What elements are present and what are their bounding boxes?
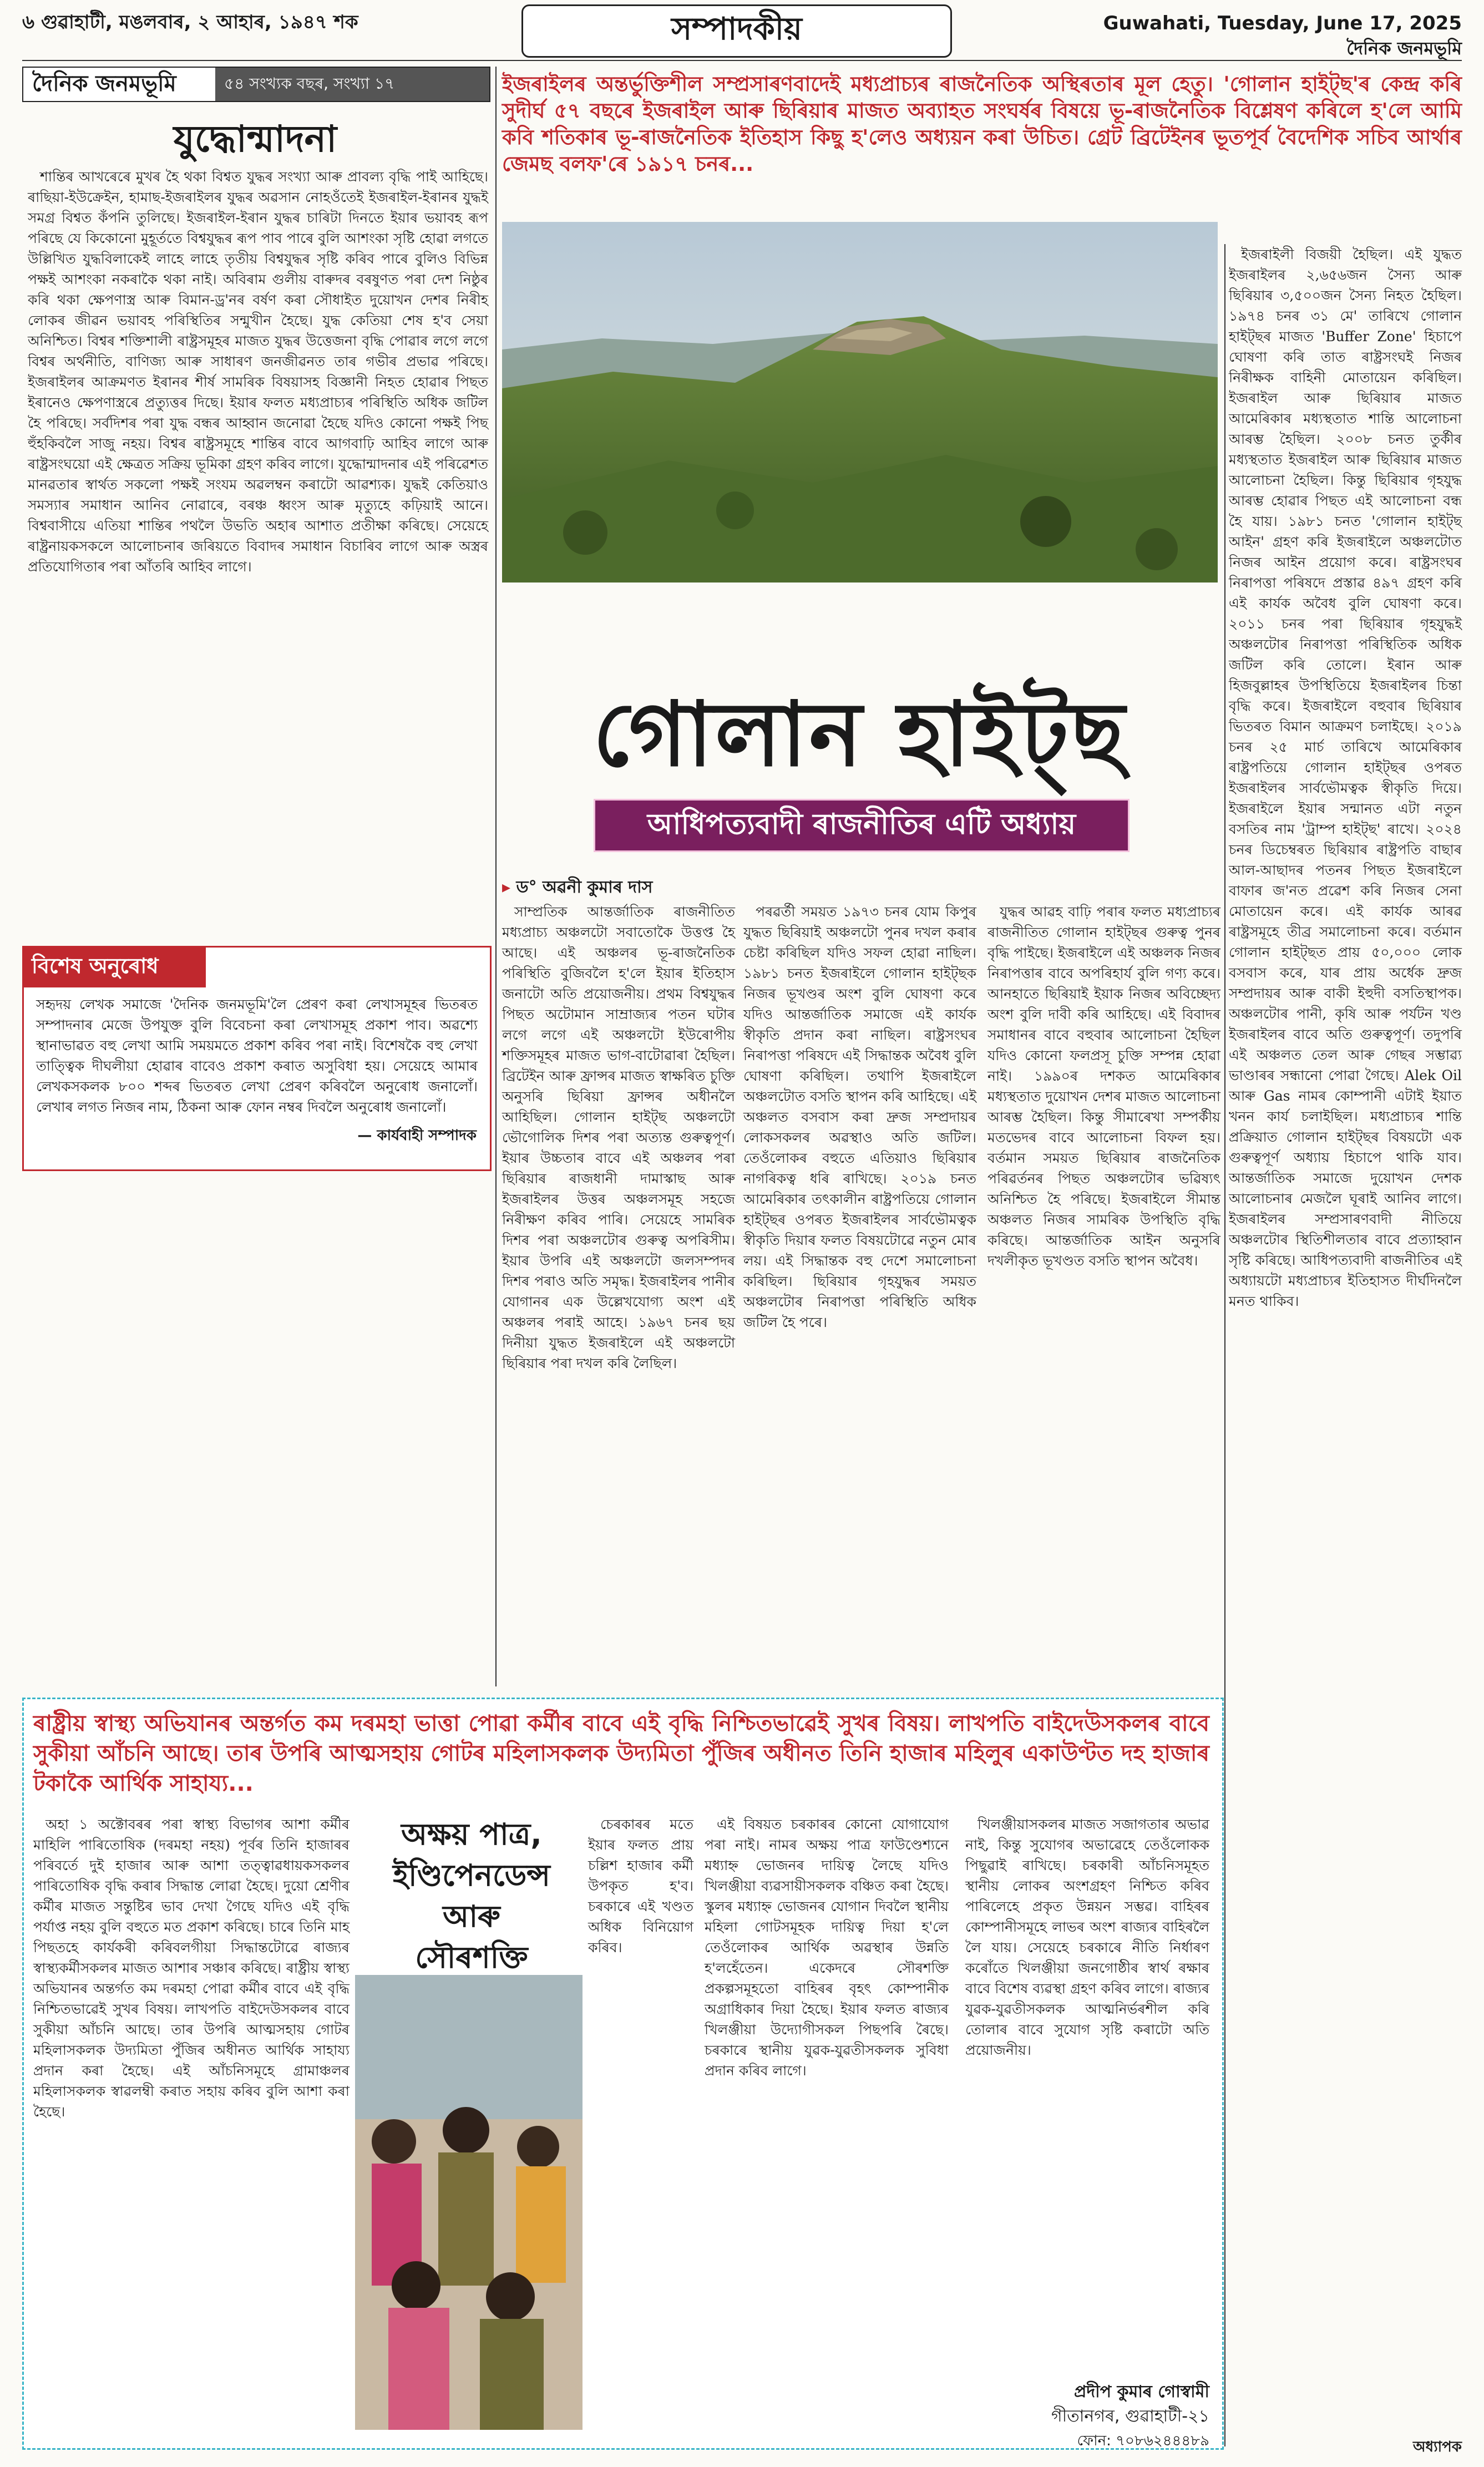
letter-paragraph: অহা ১ অক্টোবৰৰ পৰা স্বাস্থ্য বিভাগৰ আশা কৰ্মীৰ মাহিলি পাৰিতোষিক (দৰমহা নহয়) পূৰ্বৰ তিনি হাজাৰৰ পৰিবৰ্তে দুই হাজাৰ আৰু আশা তত্ত্বাৱধায়কসকলৰ পাৰিতোষিক বৃদ্ধি কৰাৰ সিদ্ধান্ত লোৱা হৈছে। দুয়ো শ্ৰেণীৰ কৰ্মীৰ মাজত সন্তুষ্টিৰ ভাব দেখা গৈছে যদিও এই বৃদ্ধি পৰ্যাপ্ত নহয় বুলি বহুতে মত প্ৰকাশ কৰিছে। চাৰে তিনি মাহ পিছতহে কাৰ্যকৰী কৰিবলগীয়া সিদ্ধান্তটোৱে ৰাজ্যৰ স্বাস্থ্যকৰ্মীসকলৰ মাজত আশাৰ সঞ্চাৰ কৰিছে। ৰাষ্ট্ৰীয় স্বাস্থ্য অভিযানৰ অন্তৰ্গত কম দৰমহা পোৱা কৰ্মীৰ বাবে এই বৃদ্ধি নিশ্চিতভাৱেই সুখৰ বিষয়। লাখপতি বাইদেউসকলৰ বাবে সুকীয়া আঁচনি আছে। তাৰ উপৰি আত্মসহায় গোটৰ মহিলাসকলক উদ্যমিতা পুঁজিৰ অধীনত আৰ্থিক সাহায্য প্ৰদান কৰা হৈছে। এই আঁচনিসমূহে গ্ৰামাঞ্চলৰ মহিলাসকলক স্বাৱলম্বী কৰাত সহায় কৰিব বুলি আশা কৰা হৈছে। — [33, 1816, 350, 2120]
letter-paragraph: এই বিষয়ত চৰকাৰৰ কোনো যোগাযোগ পৰা নাই। নামৰ অক্ষয় পাত্ৰ ফাউণ্ডেশ্যনে মধ্যাহ্ন ভোজনৰ দায়িত্ব লৈছে যদিও খিলঞ্জীয়া ব্যৱসায়ীসকলক বঞ্চিত কৰা হৈছে। স্কুলৰ মধ্যাহ্ন ভোজনৰ যোগান দিবলৈ স্থানীয় মহিলা গোটসমূহক দায়িত্ব দিয়া হ'লে তেওঁলোকৰ আৰ্থিক অৱস্থাৰ উন্নতি হ'লহেঁতেন। একেদৰে সৌৰশক্তি প্ৰকল্পসমূহতো বাহিৰৰ বৃহৎ কোম্পানীক অগ্ৰাধিকাৰ দিয়া হৈছে। ইয়াৰ ফলত ৰাজ্যৰ খিলঞ্জীয়া উদ্যোগীসকল পিছপৰি ৰৈছে। চৰকাৰে স্থানীয় যুৱক-যুৱতীসকলক সুবিধা প্ৰদান কৰিব লাগে। — [705, 1816, 949, 2079]
header-date: Guwahati, Tuesday, June 17, 2025 — [1103, 12, 1462, 34]
feature-footer: অধ্যাপক — [1412, 2439, 1462, 2455]
letter-signature — [965, 2380, 1209, 2453]
golan-heights-photo — [502, 222, 1218, 582]
feature-column-2 — [743, 901, 976, 1645]
letter-author-phone: ফোন: ৭০৮৬২৪৪৪৮৯ — [1077, 2433, 1209, 2449]
letter-paragraph: খিলঞ্জীয়াসকলৰ মাজত সজাগতাৰ অভাৱ নাই, কিন্তু সুযোগৰ অভাৱেহে তেওঁলোকক পিছুৱাই ৰাখিছে। চৰকাৰী আঁচনিসমূহত স্থানীয় লোকৰ অংশগ্ৰহণ নিশ্চিত কৰিব পাৰিলেহে প্ৰকৃত উন্নয়ন সম্ভৱ। বাহিৰৰ কোম্পানীসমূহে লাভৰ অংশ ৰাজ্যৰ বাহিৰলৈ লৈ যায়। সেয়েহে চৰকাৰে নীতি নিৰ্ধাৰণ কৰোঁতে খিলঞ্জীয়া জনগোষ্ঠীৰ স্বাৰ্থ ৰক্ষাৰ বাবে বিশেষ ব্যৱস্থা গ্ৰহণ কৰিব লাগে। ৰাজ্যৰ যুৱক-যুৱতীসকলক আত্মনিৰ্ভৰশীল কৰি তোলাৰ বাবে সুযোগ সৃষ্টি কৰাটো অতি প্ৰয়োজনীয়। — [965, 1816, 1209, 2058]
masthead-name: দৈনিক জনমভূমি — [32, 71, 176, 97]
special-request-box — [22, 946, 492, 1171]
letter-author-place: গীতানগৰ, গুৱাহাটী-২১ — [1051, 2407, 1209, 2426]
feature-column-1 — [502, 901, 735, 1645]
author-name: ড° অৱনী কুমাৰ দাস — [516, 878, 653, 897]
page-header-left: ৬ গুৱাহাটী, মঙলবাৰ, ২ আহাৰ, ১৯৪৭ শক — [22, 11, 358, 33]
editorial-paragraph: শান্তিৰ আখৰেৰে মুখৰ হৈ থকা বিশ্বত যুদ্ধৰ সংখ্যা আৰু প্ৰাবল্য বৃদ্ধি পাই আহিছে। ৰাছিয়া-ইউক্ৰেইন, হামাছ-ইজৰাইলৰ যুদ্ধৰ অৱসান নোহওঁতেই ইজৰাইল-ইৰানৰ যুদ্ধই সমগ্ৰ বিশ্বত কঁপনি তুলিছে। ইজৰাইল-ইৰান যুদ্ধৰ চাৰিটা দিনতে ইয়াৰ ভয়াবহ ৰূপ পৰিছে যে কিকোনো মুহূৰ্ততে বিশ্বযুদ্ধৰ ৰূপ পাব পাৰে বুলি আশংকা সৃষ্টি হোৱা লগতে উল্লিখিত যুদ্ধবিলাকেই লাহে লাহে তৃতীয় বিশ্বযুদ্ধৰ সৃষ্টি কৰিব পাৰে বুলিও বিভিন্ন পক্ষই আশংকা নকৰাকৈ থকা নাই। অবিৰাম গুলীয় বাৰুদৰ বৰষুণত পৰা দেশ নিষ্ঠুৰ কৰি থকা ক্ষেপণাস্ত্ৰ আৰু বিমান-ড্ৰ'নৰ বৰ্ষণ কৰা সৌধাইত দুয়োখন দেশৰ নিৰীহ লোকৰ জীৱন ভয়াবহ পৰিস্থিতিৰ সন্মুখীন হৈছে। যুদ্ধ কেতিয়া শেষ হ'ব সেয়া অনিশ্চিত। বিশ্বৰ শক্তিশালী ৰাষ্ট্ৰসমূহৰ মাজত যুদ্ধৰ উত্তেজনা বৃদ্ধি পোৱাৰ লগে লগে বিশ্বৰ অৰ্থনীতি, বাণিজ্য আৰু সাধাৰণ জনজীৱনত তাৰ গভীৰ প্ৰভাৱ পৰিছে। ইজৰাইলৰ আক্ৰমণত ইৰানৰ শীৰ্ষ সামৰিক বিষয়াসহ বিজ্ঞানী নিহত হোৱাৰ পিছত ইৰানেও ক্ষেপণাস্ত্ৰৰে প্ৰত্যুত্তৰ দিছে। ইয়াৰ ফলত মধ্যপ্ৰাচ্যৰ পৰিস্থিতি অধিক জটিল হৈ পৰিছে। সৰ্বদিশৰ পৰা যুদ্ধ বন্ধৰ আহ্বান জনোৱা হৈছে যদিও কোনো পক্ষই পিছ হুঁহকিবলৈ সাজু নহয়। বিশ্বৰ ৰাষ্ট্ৰসমূহে শান্তিৰ বাবে আগবাঢ়ি আহিব লাগে আৰু ৰাষ্ট্ৰসংঘয়ো এই ক্ষেত্ৰত সক্ৰিয় ভূমিকা গ্ৰহণ কৰিব লাগে। যুদ্ধোন্মাদনাৰ এই পৰিৱেশত মানৱতাৰ স্বাৰ্থত সকলো পক্ষই সংযম অৱলম্বন কৰাটো আৱশ্যক। যুদ্ধই কেতিয়াও সমস্যাৰ সমাধান আনিব নোৱাৰে, বৰঞ্চ ধ্বংস আৰু মৃত্যুহে কঢ়িয়াই আনে। বিশ্ববাসীয়ে এতিয়া শান্তিৰ পথলৈ উভতি অহাৰ আশাত প্ৰতীক্ষা কৰিছে। সেয়েহে ৰাষ্ট্ৰনায়কসকলে আলোচনাৰ জৰিয়তে বিবাদৰ সমাধান বিচাৰিব লাগে আৰু অস্ত্ৰৰ প্ৰতিযোগিতাৰ পৰা আঁতৰি আহিব লাগে। — [28, 169, 488, 575]
letter-author: প্ৰদীপ কুমাৰ গোস্বামী — [1074, 2382, 1209, 2402]
byline-marker: ▸ — [502, 878, 516, 897]
feature-paragraph: সাম্প্ৰতিক আন্তৰ্জাতিক ৰাজনীতিত মধ্যপ্ৰাচ্য অঞ্চলটো সবাতোকৈ উত্তপ্ত হৈ আছে। এই অঞ্চলৰ ভূ-ৰাজনৈতিক পৰিস্থিতি বুজিবলৈ হ'লে ইয়াৰ ইতিহাস জনাটো অতি প্ৰয়োজনীয়। প্ৰথম বিশ্বযুদ্ধৰ পিছত অটোমান সাম্ৰাজ্যৰ পতন ঘটাৰ লগে লগে এই অঞ্চলটো ইউৰোপীয় শক্তিসমূহৰ মাজত ভাগ-বাটোৱাৰা হৈছিল। ব্ৰিটেইন আৰু ফ্ৰান্সৰ মাজত স্বাক্ষৰিত চুক্তি অনুসৰি ছিৰিয়া ফ্ৰান্সৰ অধীনলৈ আহিছিল। গোলান হাইট্‌ছ অঞ্চলটো ভৌগোলিক দিশৰ পৰা অত্যন্ত গুৰুত্বপূৰ্ণ। ইয়াৰ উচ্চতাৰ বাবে এই অঞ্চলৰ পৰা ছিৰিয়াৰ ৰাজধানী দামাস্কাছ আৰু ইজৰাইলৰ উত্তৰ অঞ্চলসমূহ সহজে নিৰীক্ষণ কৰিব পাৰি। সেয়েহে সামৰিক দিশৰ পৰা অঞ্চলটোৰ গুৰুত্ব অপৰিসীম। ইয়াৰ উপৰি এই অঞ্চলটো জলসম্পদৰ দিশৰ পৰাও অতি সমৃদ্ধ। ইজৰাইলৰ পানীৰ যোগানৰ এক উল্লেখযোগ্য অংশ এই অঞ্চলৰ পৰাই আহে। ১৯৬৭ চনৰ ছয় দিনীয়া যুদ্ধত ইজৰাইলে এই অঞ্চলটো ছিৰিয়াৰ পৰা দখল কৰি লৈছিল। — [502, 904, 735, 1371]
special-request-body: সহৃদয় লেখক সমাজে 'দৈনিক জনমভূমি'লৈ প্ৰেৰণ কৰা লেখাসমূহৰ ভিতৰত সম্পাদনাৰ মেজে উপযুক্ত বুলি বিবেচনা কৰা লেখাসমূহ প্ৰকাশ পাব। অৱশ্যে স্থানাভাৱত বহু লেখা আমি সময়মতে প্ৰকাশ কৰিব পৰা নাই। বিশেষকৈ বহু লেখা তাত্ত্বিক দীঘলীয়া হোৱাৰ বাবেও প্ৰকাশ কৰাত অসুবিধা হয়। সেয়েহে আমাৰ লেখকসকলক ৮০০ শব্দৰ ভিতৰত লেখা প্ৰেৰণ কৰিবলৈ অনুৰোধ জনালোঁ। লেখাৰ লগত নিজৰ নাম, ঠিকনা আৰু ফোন নম্বৰ দিবলৈ অনুৰোধ জনালোঁ। — [36, 996, 478, 1115]
masthead — [22, 67, 490, 102]
letter-column-3 — [965, 1814, 1209, 2369]
letter-column-1 — [33, 1814, 350, 2441]
editorial-body — [28, 166, 488, 904]
feature-column-4 — [1229, 244, 1462, 2452]
feature-column-3 — [987, 901, 1220, 1645]
special-request-heading: বিশেষ অনুৰোধ — [24, 948, 206, 987]
masthead-volume: ৫৪ সংখ্যক বছৰ, সংখ্যা ১৭ — [215, 68, 489, 101]
header-paper-name: দৈনিক জনমভূমি — [1346, 38, 1462, 59]
letter-lead: ৰাষ্ট্ৰীয় স্বাস্থ্য অভিযানৰ অন্তৰ্গত কম দৰমহা ভাত্তা পোৱা কৰ্মীৰ বাবে এই বৃদ্ধি নিশ্চিতভাৱেই সুখৰ বিষয়। লাখপতি বাইদেউসকলৰ বাবে সুকীয়া আঁচনি আছে। তাৰ উপৰি আত্মসহায় গোটৰ মহিলাসকলক উদ্যমিতা পুঁজিৰ অধীনত তিনি হাজাৰ মহিলুৰ একাউণ্টত দহ হাজাৰ টকাকৈ আৰ্থিক সাহায্য... — [33, 1711, 1209, 1796]
feature-paragraph: যুদ্ধৰ আৱহ বাঢ়ি পৰাৰ ফলত মধ্যপ্ৰাচ্যৰ ৰাজনীতিত গোলান হাইট্‌ছৰ গুৰুত্ব পুনৰ বৃদ্ধি পাইছে। ইজৰাইলে এই অঞ্চলক নিজৰ নিৰাপত্তাৰ বাবে অপৰিহাৰ্য বুলি গণ্য কৰে। আনহাতে ছিৰিয়াই ইয়াক নিজৰ অবিচ্ছেদ্য অংশ বুলি দাবী কৰি আহিছে। এই বিবাদৰ সমাধানৰ বাবে বহুবাৰ আলোচনা হৈছিল যদিও কোনো ফলপ্ৰসূ চুক্তি সম্পন্ন হোৱা নাই। ১৯৯০ৰ দশকত আমেৰিকাৰ মধ্যস্থতাত দুয়োখন দেশৰ মাজত আলোচনা আৰম্ভ হৈছিল। কিন্তু সীমাৰেখা সম্পৰ্কীয় মতভেদৰ বাবে আলোচনা বিফল হয়। বৰ্তমান সময়ত ছিৰিয়াৰ ৰাজনৈতিক পৰিৱৰ্তনৰ পিছত অঞ্চলটোৰ ভৱিষ্যৎ অনিশ্চিত হৈ পৰিছে। ইজৰাইলে সীমান্ত অঞ্চলত নিজৰ সামৰিক উপস্থিতি বৃদ্ধি কৰিছে। আন্তৰ্জাতিক আইন অনুসৰি দখলীকৃত ভূখণ্ডত বসতি স্থাপন অবৈধ। — [987, 904, 1220, 1269]
section-title: সম্পাদকীয় — [521, 4, 952, 58]
letter-heading-line: অক্ষয় পাত্ৰ, — [401, 1817, 542, 1852]
feature-title: গোলান হাইট্‌ছ — [592, 682, 1127, 786]
feature-intro: ইজৰাইলৰ অন্তৰ্ভুক্তিশীল সম্প্ৰসাৰণবাদেই মধ্যপ্ৰাচ্যৰ ৰাজনৈতিক অস্থিৰতাৰ মূল হেতু। 'গোলান হাইট্‌ছ'ৰ কেন্দ্ৰ কৰি সুদীৰ্ঘ ৫৭ বছৰে ইজৰাইল আৰু ছিৰিয়াৰ মাজত অব্যাহত সংঘৰ্ষৰ বিষয়ে ভূ-ৰাজনৈতিক বিশ্লেষণ কৰিলে হ'লে আমি কবি শতিকাৰ ভূ-ৰাজনৈতিক ইতিহাস কিছু হ'লেও অধ্যয়ন কৰা উচিত। গ্ৰেট ব্ৰিটেইনৰ ভূতপূৰ্ব বৈদেশিক সচিব আৰ্থাৰ জেমছ বলফ'ৰে ১৯১৭ চনৰ... — [502, 72, 1462, 176]
column-divider — [495, 67, 497, 1686]
special-request-sign: — কাৰ্যবাহী সম্পাদক — [357, 1127, 477, 1144]
feature-paragraph: ইজৰাইলী বিজয়ী হৈছিল। এই যুদ্ধত ইজৰাইলৰ ২,৬৫৬জন সৈন্য আৰু ছিৰিয়াৰ ৩,৫০০জন সৈন্য নিহত হৈছিল। ১৯৭৪ চনৰ ৩১ মে' তাৰিখে গোলান হাইট্‌ছৰ মাজত 'Buffer Zone' হিচাপে ঘোষণা কৰি তাত ৰাষ্ট্ৰসংঘই নিজৰ নিৰীক্ষক বাহিনী মোতায়েন কৰিছিল। ইজৰাইল আৰু ছিৰিয়াৰ মাজত আমেৰিকাৰ মধ্যস্থতাত শান্তি আলোচনা আৰম্ভ হৈছিল। ২০০৮ চনত তুৰ্কীৰ মধ্যস্থতাত ইজৰাইল আৰু ছিৰিয়াৰ মাজত আলোচনা হৈছিল। কিন্তু ছিৰিয়াৰ গৃহযুদ্ধ আৰম্ভ হোৱাৰ পিছত এই আলোচনা বন্ধ হৈ যায়। ১৯৮১ চনত 'গোলান হাইট্‌ছ আইন' গ্ৰহণ কৰি ইজৰাইলে অঞ্চলটোত নিজৰ আইন প্ৰয়োগ কৰে। ৰাষ্ট্ৰসংঘৰ নিৰাপত্তা পৰিষদে প্ৰস্তাৱ ৪৯৭ গ্ৰহণ কৰি এই কাৰ্যক অবৈধ বুলি ঘোষণা কৰে। ২০১১ চনৰ পৰা ছিৰিয়াৰ গৃহযুদ্ধই অঞ্চলটোৰ নিৰাপত্তা পৰিস্থিতিক অধিক জটিল কৰি তোলে। ইৰান আৰু হিজবুল্লাহৰ উপস্থিতিয়ে ইজৰাইলৰ চিন্তা বৃদ্ধি কৰে। ইজৰাইলে বহুবাৰ ছিৰিয়াৰ ভিতৰত বিমান আক্ৰমণ চলাইছে। ২০১৯ চনৰ ২৫ মাৰ্চ তাৰিখে আমেৰিকাৰ ৰাষ্ট্ৰপতিয়ে গোলান হাইট্‌ছৰ ওপৰত ইজৰাইলৰ সাৰ্বভৌমত্বক স্বীকৃতি দিয়ে। ইজৰাইলে ইয়াৰ সন্মানত এটা নতুন বসতিৰ নাম 'ট্ৰাম্প হাইট্‌ছ' ৰাখে। ২০২৪ চনৰ ডিচেম্বৰত ছিৰিয়াৰ ৰাষ্ট্ৰপতি বাছাৰ আল-আছাদৰ পতনৰ পিছত ইজৰাইলে বাফাৰ জ'নত প্ৰৱেশ কৰি নিজৰ সেনা মোতায়েন কৰে। এই কাৰ্যক আৰৱ ৰাষ্ট্ৰসমূহে তীব্ৰ সমালোচনা কৰে। বৰ্তমান গোলান হাইট্‌ছত প্ৰায় ৫০,০০০ লোক বসবাস কৰে, যাৰ প্ৰায় অৰ্ধেক দ্ৰুজ সম্প্ৰদায়ৰ আৰু বাকী ইহুদী বসতিস্থাপক। অঞ্চলটোৰ পানী, কৃষি আৰু পৰ্যটন খণ্ড ইজৰাইলৰ বাবে অতি গুৰুত্বপূৰ্ণ। তদুপৰি এই অঞ্চলত তেল আৰু গেছৰ সম্ভাৱ্য ভাণ্ডাৰৰ সন্ধানো পোৱা গৈছে। Alek Oil আৰু Gas নামৰ কোম্পানী এটাই ইয়াত খনন কাৰ্য চলাইছিল। মধ্যপ্ৰাচ্যৰ শান্তি প্ৰক্ৰিয়াত গোলান হাইট্‌ছৰ বিষয়টো এক গুৰুত্বপূৰ্ণ অধ্যায় হিচাপে থাকি যাব। আন্তৰ্জাতিক সমাজে দুয়োখন দেশক আলোচনাৰ মেজলৈ ঘূৰাই আনিব লাগে। ইজৰাইলৰ সম্প্ৰসাৰণবাদী নীতিয়ে অঞ্চলটোৰ স্থিতিশীলতাৰ বাবে প্ৰত্যাহ্বান সৃষ্টি কৰিছে। আধিপত্যবাদী ৰাজনীতিৰ এই অধ্যায়টো মধ্যপ্ৰাচ্যৰ ইতিহাসত দীৰ্ঘদিনলৈ মনত থাকিব। — [1229, 246, 1462, 1309]
feature-paragraph: পৰৱৰ্তী সময়ত ১৯৭৩ চনৰ যোম কিপুৰ যুদ্ধত ছিৰিয়াই অঞ্চলটো পুনৰ দখল কৰাৰ চেষ্টা কৰিছিল যদিও সফল হোৱা নাছিল। ১৯৮১ চনত ইজৰাইলে গোলান হাইট্‌ছক নিজৰ ভূখণ্ডৰ অংশ বুলি ঘোষণা কৰে যদিও আন্তৰ্জাতিক সমাজে এই কাৰ্যক স্বীকৃতি প্ৰদান কৰা নাছিল। ৰাষ্ট্ৰসংঘৰ নিৰাপত্তা পৰিষদে এই সিদ্ধান্তক অবৈধ বুলি ঘোষণা কৰিছিল। তথাপি ইজৰাইলে অঞ্চলটোত বসতি স্থাপন কৰি আহিছে। এই অঞ্চলত বসবাস কৰা দ্ৰুজ সম্প্ৰদায়ৰ লোকসকলৰ অৱস্থাও অতি জটিল। তেওঁলোকৰ বহুতে এতিয়াও ছিৰিয়াৰ নাগৰিকত্ব ধৰি ৰাখিছে। ২০১৯ চনত আমেৰিকাৰ তৎকালীন ৰাষ্ট্ৰপতিয়ে গোলান হাইট্‌ছৰ ওপৰত ইজৰাইলৰ সাৰ্বভৌমত্বক স্বীকৃতি দিয়াৰ ফলত বিষয়টোৱে নতুন মোৰ লয়। এই সিদ্ধান্তক বহু দেশে সমালোচনা কৰিছিল। ছিৰিয়াৰ গৃহযুদ্ধৰ সময়ত অঞ্চলটোৰ নিৰাপত্তা পৰিস্থিতি অধিক জটিল হৈ পৰে। — [743, 904, 976, 1330]
feature-subtitle: আধিপত্যবাদী ৰাজনীতিৰ এটি অধ্যায় — [594, 799, 1130, 852]
column-divider — [1224, 244, 1225, 2446]
editorial-title: যুদ্ধোন্মাদনা — [173, 118, 337, 160]
letter-heading-line: সৌৰশক্তি — [415, 1940, 528, 1975]
header-rule — [22, 60, 1462, 61]
author-byline — [502, 874, 652, 902]
letter-middle-column — [588, 1814, 693, 2441]
crowd-illustration — [355, 1975, 583, 2430]
landscape-illustration — [502, 222, 1218, 582]
protest-photo — [355, 1975, 583, 2430]
letter-column-2 — [705, 1814, 949, 2441]
letter-paragraph: চেৰকাৰৰ মতে ইয়াৰ ফলত প্ৰায় চল্লিশ হাজাৰ কৰ্মী উপকৃত হ'ব। চৰকাৰে এই খণ্ডত অধিক বিনিয়োগ কৰিব। — [588, 1816, 693, 1956]
letter-heading-line: ইণ্ডিপেনডেন্স আৰু — [393, 1858, 550, 1934]
